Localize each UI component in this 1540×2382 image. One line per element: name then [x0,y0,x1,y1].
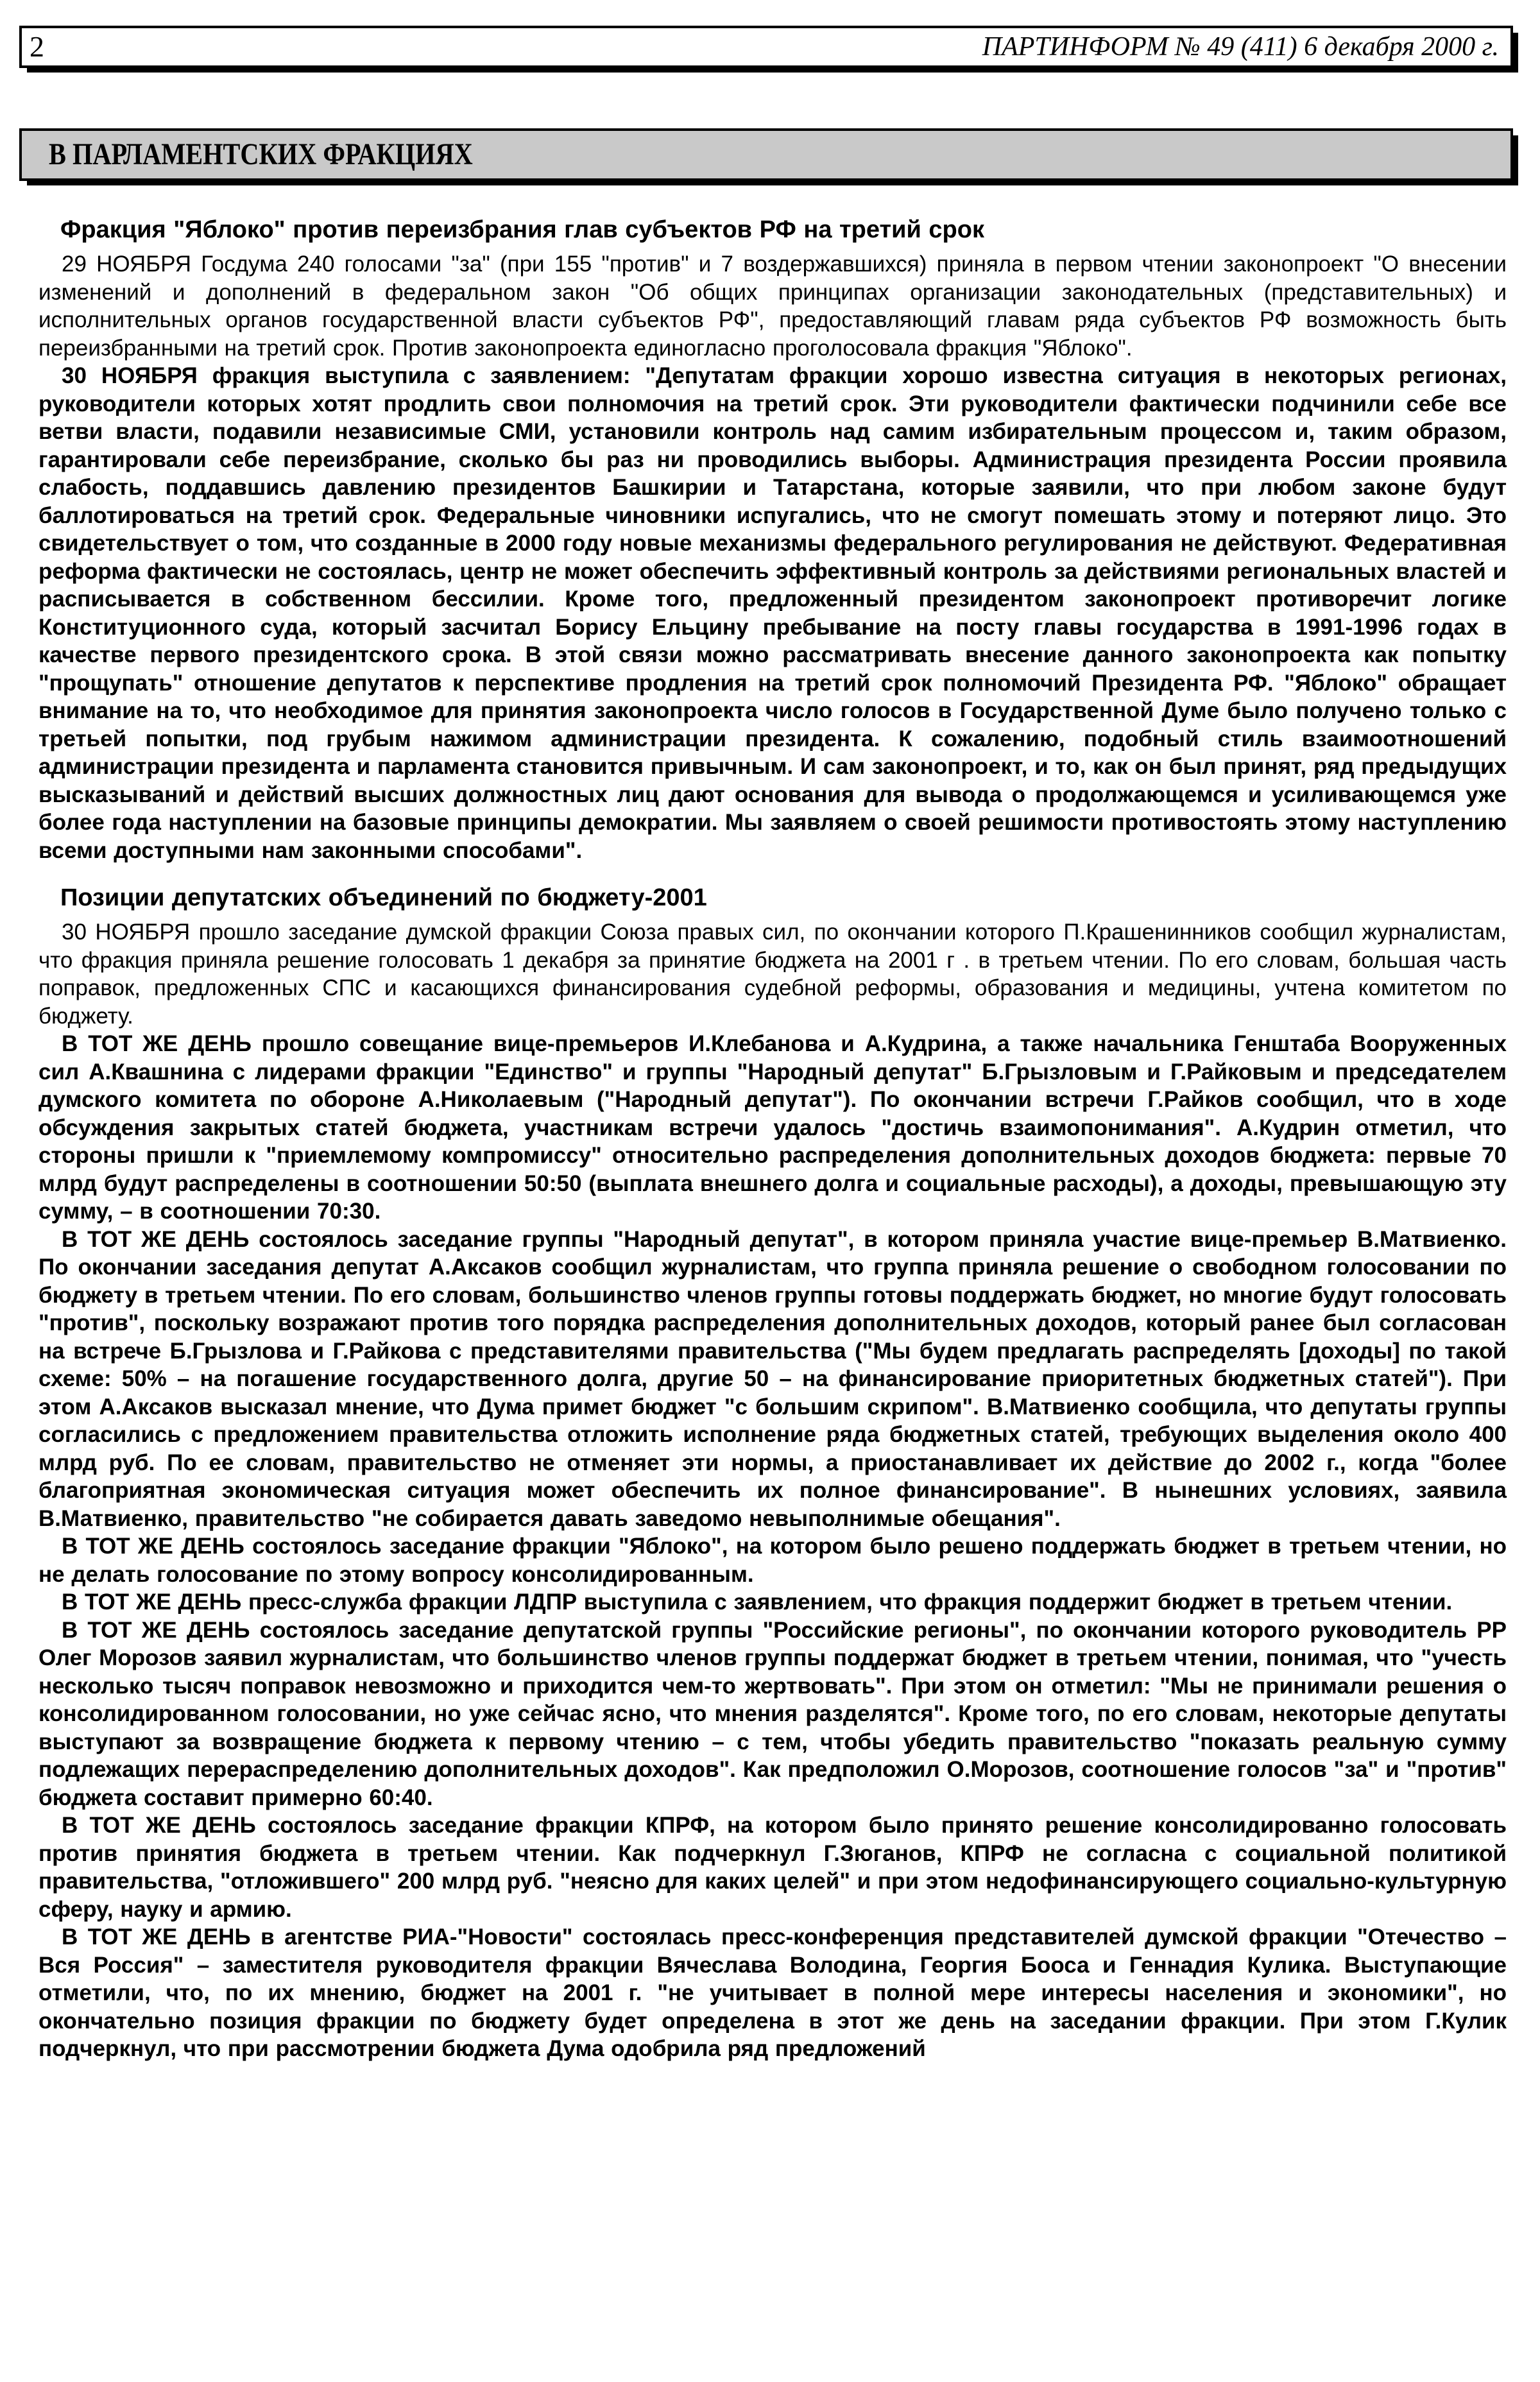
article-paragraph: 30 НОЯБРЯ прошло заседание думской фракции Союза правых сил, по окончании которого П.Крашенинников сообщил журналистам, что фракция приняла решение голосовать 1 декабря за принятие бюджета на 2001 г . в третьем чтении. По его словам, большая часть поправок, предложенных СПС и касающихся финансирования судебной реформы, образования и медицины, учтена комитетом по бюджету. [38,920,1507,1029]
article-paragraph: В ТОТ ЖЕ ДЕНЬ пресс-служба фракции ЛДПР выступила с заявлением, что фракция поддержит бюджет в третьем чтении. [62,1589,1453,1615]
article-title: Позиции депутатских объединений по бюджету-2001 [60,884,707,911]
articles-container [38,208,1507,2063]
article-paragraph: В ТОТ ЖЕ ДЕНЬ состоялось заседание депутатской группы "Российские регионы", по окончании которого руководитель РР Олег Морозов заявил журналистам, что большинство членов группы поддержат бюджет в третьем чтении, понимая, что "учесть несколько тысяч поправок невозможно и приходится чем-то жертвовать". При этом он отметил: "Мы не принимали решения о консолидированном голосовании, но уже сейчас ясно, что мнения разделятся". Кроме того, по его словам, некоторые депутаты выступают за возвращение бюджета к первому чтению – с тем, чтобы убедить правительство "показать реальную сумму подлежащих перераспределению дополнительных доходов". Как предположил О.Морозов, соотношение голосов "за" и "против" бюджета составит примерно 60:40. [38,1617,1507,1810]
page-number: 2 [30,30,44,63]
article-paragraph: В ТОТ ЖЕ ДЕНЬ состоялось заседание группы "Народный депутат", в котором приняла участие вице-премьер В.Матвиенко. По окончании заседания депутат А.Аксаков сообщил журналистам, что группа приняла решение о свободном голосовании по бюджету в третьем чтении. По его словам, большинство членов группы готовы поддержать бюджет, но многие будут голосовать "против", поскольку возражают против того порядка распределения дополнительных доходов, который ранее был согласован на встрече Б.Грызлова и Г.Райкова с представителями правительства ("Мы будем предлагать распределять [доходы] по такой схеме: 50% – на погашение государственного долга, другие 50 – на финансирование приоритетных бюджетных статей"). При этом А.Аксаков высказал мнение, что Дума примет бюджет "с большим скрипом". В.Матвиенко сообщила, что депутаты группы согласились с предложением правительства отложить исполнение ряда бюджетных статей, требующих выделения около 400 млрд руб. По ее словам, правительство не отменяет эти нормы, а приостанавливает их действие до 2002 г., когда "более благоприятная экономическая ситуация может обеспечить их полное финансирование". В нынешних условиях, заявила В.Матвиенко, правительство "не собирается давать заведомо невыполнимые обещания". [38,1226,1507,1531]
article-paragraph: 29 НОЯБРЯ Госдума 240 голосами "за" (при 155 "против" и 7 воздержавшихся) приняла в первом чтении законопроект "О внесении изменений и дополнений в федеральном закон "Об общих принципах организации законодательных (представительных) и исполнительных органов государственной власти субъектов РФ", предоставляющий главам ряда субъектов РФ возможность быть переизбранными на третий срок. Против законопроекта единогласно проголосовала фракция "Яблоко". [38,252,1507,361]
section-header [19,128,1513,181]
article-paragraph: 30 НОЯБРЯ фракция выступила с заявлением: "Депутатам фракции хорошо известна ситуация в некоторых регионах, руководители которых хотят продлить свои полномочия на третий срок. Эти руководители фактически подчинили себе все ветви власти, подавили независимые СМИ, установили контроль над самим избирательным процессом и, таким образом, гарантировали себе переизбрание, сколько бы раз ни проводились выборы. Администрация президента России проявила слабость, поддавшись давлению президентов Башкирии и Татарстана, которые заявили, что при любом законе будут баллотироваться на третий срок. Федеральные чиновники испугались, что не смогут помешать этому и потеряют лицо. Это свидетельствует о том, что созданные в 2000 году новые механизмы федерального регулирования не действуют. Федеративная реформа фактически не состоялась, центр не может обеспечить эффективный контроль за действиями региональных властей и расписывается в собственном бессилии. Кроме того, предложенный президентом законопроект противоречит логике Конституционного суда, который засчитал Борису Ельцину пребывание на посту главы государства в 1991-1996 годах в качестве первого президентского срока. В этой связи можно рассматривать внесение данного законопроекта как попытку "прощупать" отношение депутатов к перспективе продления на третий срок полномочий Президента РФ. "Яблоко" обращает внимание на то, что необходимое для принятия законопроекта число голосов в Государственной Думе было получено только с третьей попытки, под грубым нажимом администрации президента. К сожалению, подобный стиль взаимоотношений администрации президента и парламента становится привычным. И сам законопроект, и то, как он был принят, ряд предыдущих высказываний и действий высших должностных лиц дают основания для вывода о продолжающемся и усиливающемся уже более года наступлении на базовые принципы демократии. Мы заявляем о своей решимости противостоять этому наступлению всеми доступными нам законными способами". [38,363,1507,863]
issue-title: ПАРТИНФОРМ № 49 (411) 6 декабря 2000 г. [982,32,1499,62]
article-paragraph: В ТОТ ЖЕ ДЕНЬ в агентстве РИА-"Новости" состоялась пресс-конференция представителей думской фракции "Отечество – Вся Россия" – заместителя руководителя фракции Вячеслава Володина, Георгия Бооса и Геннадия Кулика. Выступающие отметили, что, по их мнению, бюджет на 2001 г. "не учитывает в полной мере интересы населения и экономики", но окончательно позиция фракции по бюджету будет определена в этот же день на заседании фракции. При этом Г.Кулик подчеркнул, что при рассмотрении бюджета Дума одобрила ряд предложений [38,1924,1507,2061]
section-title: В ПАРЛАМЕНТСКИХ ФРАКЦИЯХ [49,137,473,171]
page-header [19,26,1513,68]
article-title: Фракция "Яблоко" против переизбрания глав субъектов РФ на третий срок [60,216,984,243]
article-paragraph: В ТОТ ЖЕ ДЕНЬ состоялось заседание фракции "Яблоко", на котором было решено поддержать бюджет в третьем чтении, но не делать голосование по этому вопросу консолидированным. [38,1534,1507,1587]
article-paragraph: В ТОТ ЖЕ ДЕНЬ состоялось заседание фракции КПРФ, на котором было принято решение консолидированно голосовать против принятия бюджета в третьем чтении. Как подчеркнул Г.Зюганов, КПРФ не согласна с социальной политикой правительства, "отложившего" 200 млрд руб. "неясно для каких целей" и при этом недофинансирующего социально-культурную сферу, науку и армию. [38,1813,1507,1922]
article-paragraph: В ТОТ ЖЕ ДЕНЬ прошло совещание вице-премьеров И.Клебанова и А.Кудрина, а также начальника Генштаба Вооруженных сил А.Квашнина с лидерами фракции "Единство" и группы "Народный депутат" Б.Грызловым и Г.Райковым и председателем думского комитета по обороне А.Николаевым ("Народный депутат"). По окончании встречи Г.Райков сообщил, что в ходе обсуждения закрытых статей бюджета, участникам встречи удалось "достичь взаимопонимания". А.Кудрин отметил, что стороны пришли к "приемлемому компромиссу" относительно распределения дополнительных доходов бюджета: первые 70 млрд будут распределены в соотношении 50:50 (выплата внешнего долга и социальные расходы), а доходы, превышающую эту сумму, – в соотношении 70:30. [38,1031,1507,1224]
